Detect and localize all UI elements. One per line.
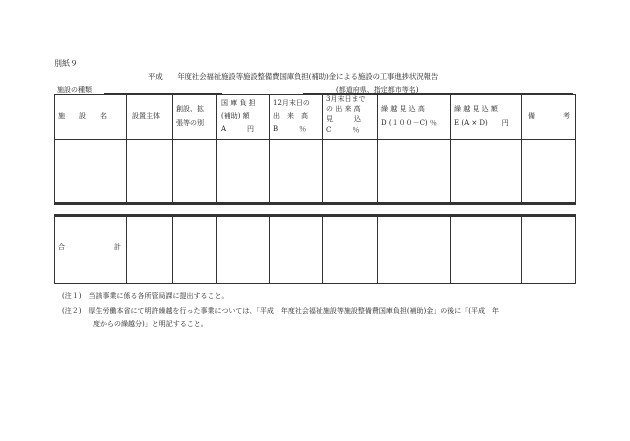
- col-border-1: [126, 94, 127, 204]
- total-col-border-9: [575, 214, 576, 284]
- document-label: 別紙９: [54, 59, 78, 68]
- total-col-border-8: [521, 214, 522, 284]
- header-progress-dec-line2: 出 来 高: [273, 112, 308, 120]
- col-border-5: [322, 94, 323, 204]
- report-title: 平成 年度社会福祉施設等施設整備費国庫負担(補助)金による施設の工事進捗状況報告: [148, 72, 439, 81]
- total-col-border-7: [450, 214, 451, 284]
- thick-rule-lower: [54, 214, 576, 217]
- note-2-line2: 度からの繰越分)」と明記すること。: [93, 320, 208, 328]
- col-border-6: [377, 94, 378, 204]
- col-border-4: [269, 94, 270, 204]
- header-carryover-ratio-line1: 繰 越 見 込 高: [381, 105, 425, 113]
- header-subsidy-line3: A 円: [221, 125, 255, 133]
- prefecture-label: (都道府県、指定都市等名): [336, 86, 419, 94]
- header-subsidy-line1: 国 庫 負 担: [221, 99, 256, 107]
- col-border-9: [575, 94, 576, 204]
- total-col-border-6: [377, 214, 378, 284]
- header-carryover-amount-line2: E (A × D) 円: [454, 119, 509, 127]
- total-col-border-0: [54, 214, 55, 284]
- table-bottom-border: [54, 283, 576, 284]
- col-border-2: [172, 94, 173, 204]
- note-1: (注１) 当該事業に係る各所管局課に提出すること。: [62, 292, 229, 300]
- header-progress-march-line3: 見 込: [326, 115, 361, 123]
- header-subsidy-line2: (補助) 額: [221, 112, 250, 120]
- header-carryover-ratio-line2: D (１００－C) ％: [381, 119, 437, 127]
- thick-rule-upper: [54, 202, 576, 205]
- header-creation-type-line1: 創設、拡: [176, 105, 204, 113]
- total-col-border-5: [322, 214, 323, 284]
- total-col-border-1: [126, 214, 127, 284]
- note-2-line1: (注２) 厚生労働本省にて明許繰越を行った事業については、「平成 年度社会福祉施設等施設整備費国庫負担(補助)金」の後に「(平成 年: [62, 307, 500, 315]
- header-progress-march-line1: 3月末日まで: [326, 95, 366, 103]
- header-bottom-border: [54, 139, 576, 140]
- facility-type-label: 施設の種類: [57, 86, 92, 94]
- total-col-border-4: [269, 214, 270, 284]
- header-creation-type-line2: 張等の別: [176, 119, 204, 127]
- col-border-0: [54, 94, 55, 204]
- progress-table: [54, 94, 576, 284]
- header-progress-dec-line1: 12月末日の: [273, 99, 310, 107]
- col-border-3: [216, 94, 217, 204]
- header-carryover-amount-line1: 繰 越 見 込 額: [454, 105, 498, 113]
- total-row-label: 合 計: [58, 243, 121, 251]
- header-progress-march-line4: C ％: [326, 126, 360, 134]
- total-col-border-2: [172, 214, 173, 284]
- header-progress-march-line2: の 出 来 高: [326, 105, 361, 113]
- col-border-7: [450, 94, 451, 204]
- col-border-8: [521, 94, 522, 204]
- header-facility-name: 施 設 名: [58, 112, 107, 120]
- total-col-border-3: [216, 214, 217, 284]
- header-remarks: 備 考: [528, 112, 570, 120]
- header-establishing-entity: 設置主体: [132, 112, 160, 120]
- header-progress-dec-line3: B ％: [273, 125, 307, 133]
- table-top-border: [54, 94, 576, 95]
